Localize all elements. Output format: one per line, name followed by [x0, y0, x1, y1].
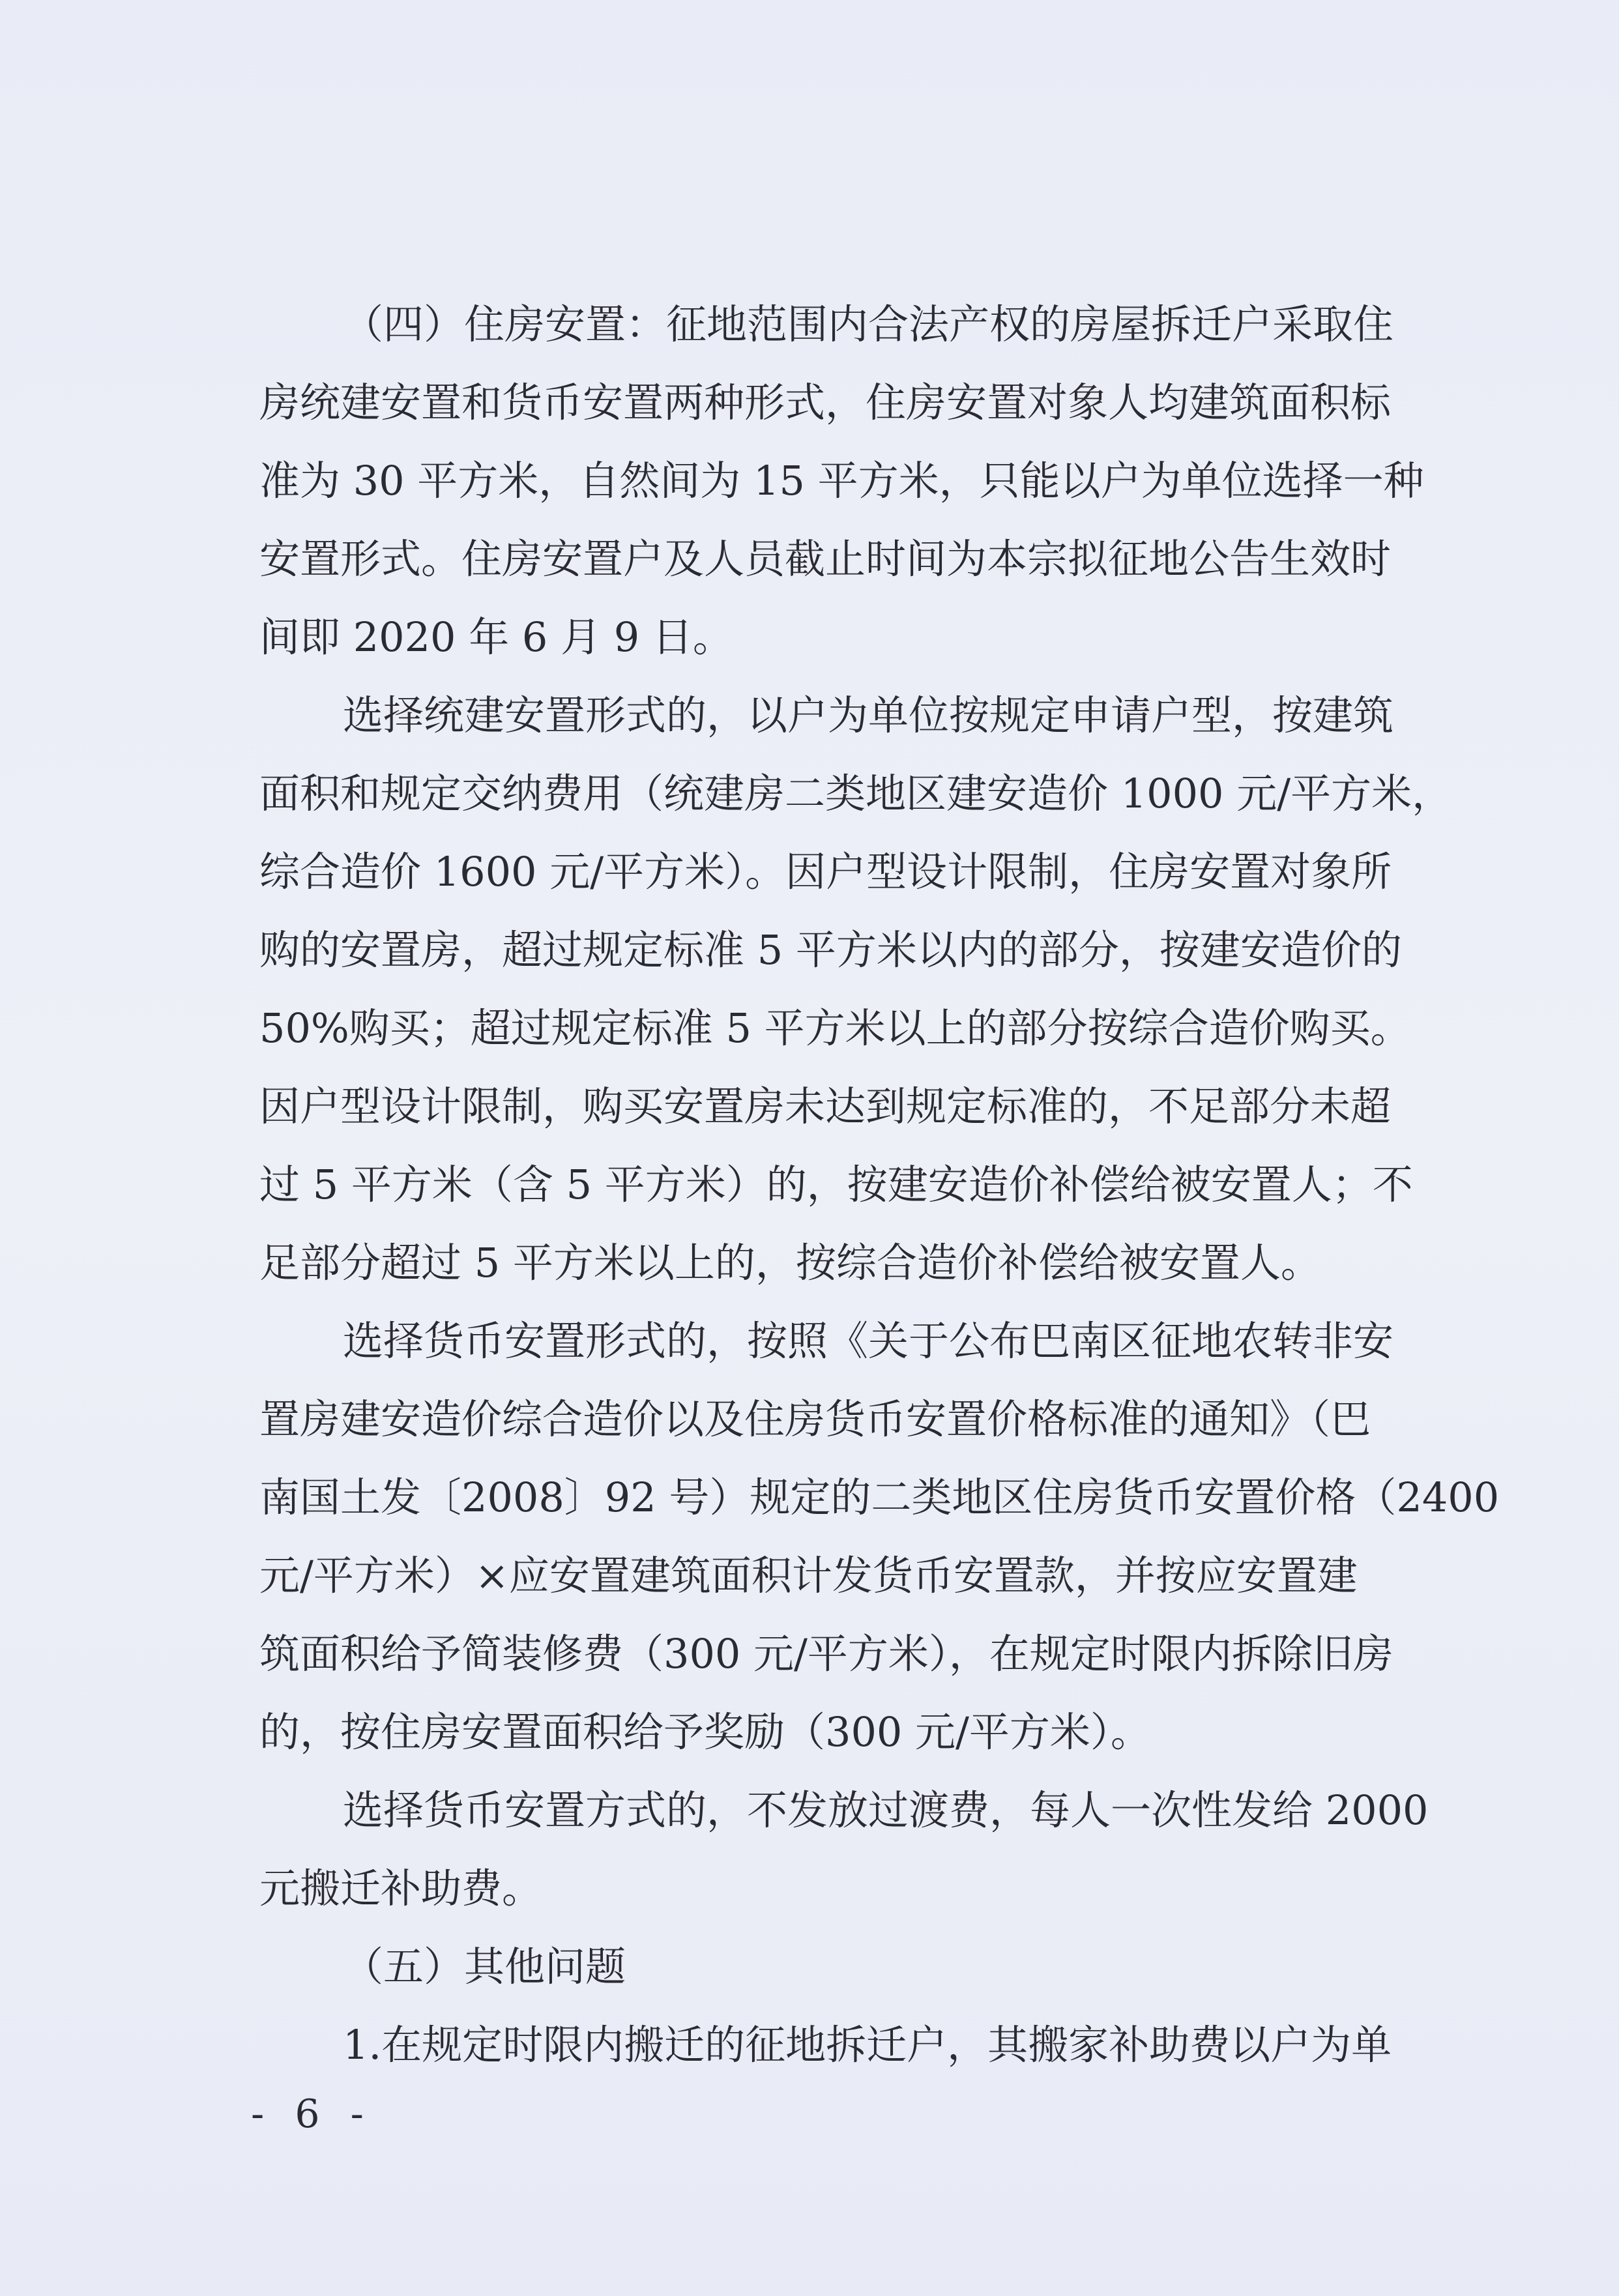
- page-number: - 6 -: [251, 2091, 373, 2137]
- text-line-19: 的，按住房安置面积给予奖励（300 元/平方米）。: [259, 1708, 1151, 1756]
- text-line-17: 元/平方米）×应安置建筑面积计发货币安置款，并按应安置建: [259, 1552, 1358, 1599]
- text-line-12: 过 5 平方米（含 5 平方米）的，按建安造价补偿给被安置人；不: [259, 1161, 1413, 1208]
- text-line-16: 南国土发〔2008〕92 号）规定的二类地区住房货币安置价格（2400: [259, 1474, 1500, 1521]
- text-line-8: 综合造价 1600 元/平方米）。因户型设计限制，住房安置对象所: [259, 848, 1392, 895]
- text-line-14: 选择货币安置形式的，按照《关于公布巴南区征地农转非安: [343, 1317, 1394, 1365]
- text-line-6: 选择统建安置形式的，以户为单位按规定申请户型，按建筑: [343, 691, 1394, 739]
- text-line-11: 因户型设计限制，购买安置房未达到规定标准的，不足部分未超: [259, 1083, 1392, 1130]
- text-line-7: 面积和规定交纳费用（统建房二类地区建安造价 1000 元/平方米，: [259, 770, 1453, 817]
- text-line-5: 间即 2020 年 6 月 9 日。: [259, 613, 733, 661]
- text-line-23: 1.在规定时限内搬迁的征地拆迁户，其搬家补助费以户为单: [343, 2021, 1392, 2069]
- text-line-2: 房统建安置和货币安置两种形式，住房安置对象人均建筑面积标: [259, 379, 1392, 426]
- text-line-20: 选择货币安置方式的，不发放过渡费，每人一次性发给 2000: [343, 1786, 1429, 1834]
- text-line-21: 元搬迁补助费。: [259, 1865, 543, 1912]
- text-line-9: 购的安置房，超过规定标准 5 平方米以内的部分，按建安造价的: [259, 926, 1402, 974]
- text-line-3: 准为 30 平方米，自然间为 15 平方米，只能以户为单位选择一种: [259, 457, 1424, 504]
- text-line-13: 足部分超过 5 平方米以上的，按综合造价补偿给被安置人。: [259, 1239, 1321, 1286]
- text-line-15: 置房建安造价综合造价以及住房货币安置价格标准的通知》（巴: [259, 1395, 1371, 1443]
- text-line-4: 安置形式。住房安置户及人员截止时间为本宗拟征地公告生效时: [259, 535, 1392, 583]
- text-line-10: 50%购买；超过规定标准 5 平方米以上的部分按综合造价购买。: [259, 1004, 1411, 1052]
- text-line-1: （四）住房安置：征地范围内合法产权的房屋拆迁户采取住: [343, 300, 1394, 348]
- section-heading-other-issues: （五）其他问题: [343, 1943, 626, 1990]
- text-line-18: 筑面积给予简装修费（300 元/平方米），在规定时限内拆除旧房: [259, 1630, 1393, 1678]
